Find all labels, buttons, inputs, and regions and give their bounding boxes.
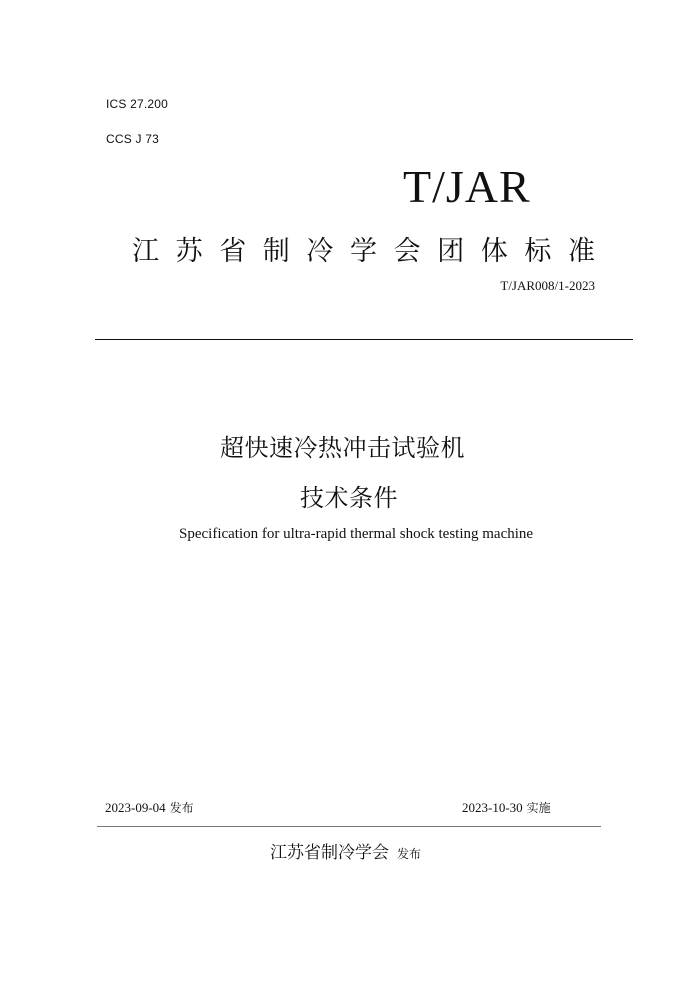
implementation-date: 2023-10-30 [462, 800, 523, 815]
publish-label: 发布 [169, 801, 194, 815]
organization-standard-title: 江苏省制冷学会团体标准 [132, 236, 612, 267]
publisher-line [270, 838, 421, 863]
standard-code: T/JAR [403, 161, 531, 212]
document-title-zh-line2: 技术条件 [300, 484, 398, 512]
publish-date: 2023-09-04 [105, 800, 166, 815]
ccs-code: CCS J 73 [106, 132, 159, 146]
document-title-en: Specification for ultra-rapid thermal shock testing machine [179, 526, 534, 542]
top-divider [95, 339, 633, 340]
publish-date-line [105, 799, 194, 816]
implementation-date-line [462, 799, 551, 816]
implementation-label: 实施 [526, 801, 551, 815]
publisher-action: 发布 [397, 847, 422, 861]
ics-code: ICS 27.200 [106, 97, 169, 111]
standard-number: T/JAR008/1-2023 [500, 278, 595, 293]
bottom-divider [97, 826, 601, 827]
document-title-zh-line1: 超快速冷热冲击试验机 [220, 434, 465, 462]
publisher-name: 江苏省制冷学会 [270, 843, 389, 863]
